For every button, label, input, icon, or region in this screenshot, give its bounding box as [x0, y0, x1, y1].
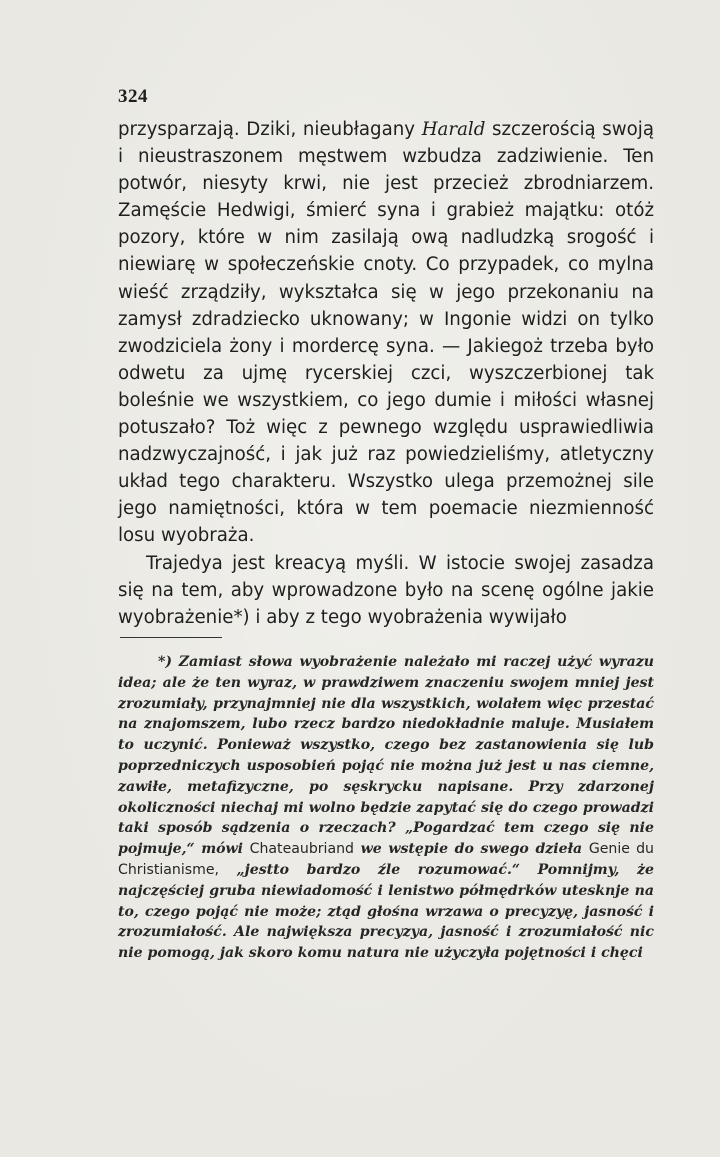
paragraph-2: Trajedya jest kreacyą myśli. W istocie swojej zasadza się na tem, aby wprowadzone było na scenę ogólne jakie wyobrażenie*) i aby z tego wyobrażenia wywijało — [118, 552, 654, 628]
footnote-author-name: Chateaubriand — [249, 841, 354, 858]
paragraph-1-rest: szczerością swoją i nieustraszonem męstwem wzbudza zadziwienie. Ten potwór, niesyty krwi, nie jest przecież zbrodniarzem. Zamęście Hedwigi, śmierć syna i grabież majątku: otóż pozory, które w nim zasilają ową nadludzką srogość i niewiarę w społeczeńskie cnoty. Co przypadek, co mylna wieść zrządziły, wykształca się w jego przekonaniu na zamysł zdradziecko uknowany; w Ingonie widzi on tylko zwodziciela żony i mordercę syna. — Jakiegoż trzeba było odwetu za ujmę rycerskiej czci, wyszczerbionej tak boleśnie we wszystkiem, co jego dumie i miłości własnej potuszało? Toż więc z pewnego względu usprawiedliwia nadzwyczajność, i jak już raz powiedzieliśmy, atletyczny układ tego charakteru. Wszystko ulega przemożnej sile jego namiętności, która w tem poemacie niezmienność losu wyobraża. — [118, 119, 654, 547]
footnote-part-3: „jestto bardzo źle rozumować.“ Pomnijmy, że najczęściej gruba niewiadomość i lenistwo półmędrków utesknje na to, czego pojąć nie może; ztąd głośna wrzawa o precyzyę, jasność i zrozumiałość. Ale największa precyzya, jasność i zrozumiałość nic nie pomogą, jak skoro komu natura nie użyczyła pojętności i chęci — [118, 861, 654, 962]
footnote-part-1: *) Zamiast słowa wyobrażenie należało mi raczej użyć wyrazu idea; ale że ten wyraz, w prawdziwem znaczeniu swojem mniej jest zrozumiały, przynajmniej nie dla wszystkich, wolałem więc przestać na znajomszem, lubo rzecz bardzo niedokładnie maluje. Musiałem to uczynić. Ponieważ wszystko, czego bez zastanowienia się lub poprzedniczych usposobień pojąć nie można już jest u nas ciemne, zawiłe, metafizyczne, po sęskrycku napisane. Przy zdarzonej okoliczności niechaj mi wolno będzie zapytać się do czego prowadzi taki sposób sądzenia o rzeczach? „Pogardzać tem czego się nie pojmuje,“ mówi — [118, 654, 654, 858]
paragraph-1 — [118, 116, 654, 550]
footnote-part-2: we wstępie do swego dzieła — [354, 841, 589, 858]
footnote-divider — [120, 637, 222, 638]
footnote-work-title: Genie du Christianisme, — [118, 841, 654, 878]
italic-name-harald: Harald — [421, 119, 486, 140]
paragraph-1-start: przysparzają. Dziki, nieubłagany — [118, 119, 422, 140]
page-number: 324 — [118, 86, 148, 107]
main-text — [118, 116, 654, 631]
footnote — [118, 652, 654, 964]
